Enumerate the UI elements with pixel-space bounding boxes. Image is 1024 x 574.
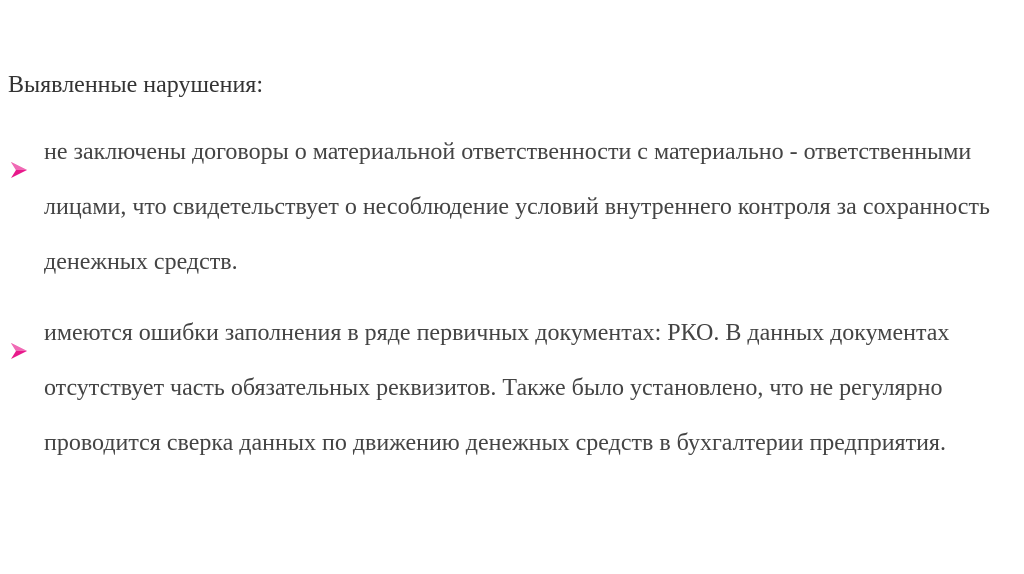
- bullet-text: не заключены договоры о материальной ответственности с материально - ответственными лицами, что свидетельствует о несоблюдение условий внутреннего контроля за сохранность денежных средств.: [44, 139, 990, 275]
- bullet-text: имеются ошибки заполнения в ряде первичных документах: РКО. В данных документах отсутствует часть обязательных реквизитов. Также было установлено, что не регулярно проводится сверка данных по движению денежных средств в бухгалтерии предприятия.: [44, 320, 950, 456]
- slide-heading: Выявленные нарушения:: [8, 72, 263, 98]
- bullet-list: [0, 125, 1010, 487]
- bullet-item: [0, 125, 1010, 290]
- arrowhead-bullet-icon: [10, 145, 28, 163]
- bullet-item: [0, 306, 1010, 471]
- arrowhead-bullet-icon: [10, 326, 28, 344]
